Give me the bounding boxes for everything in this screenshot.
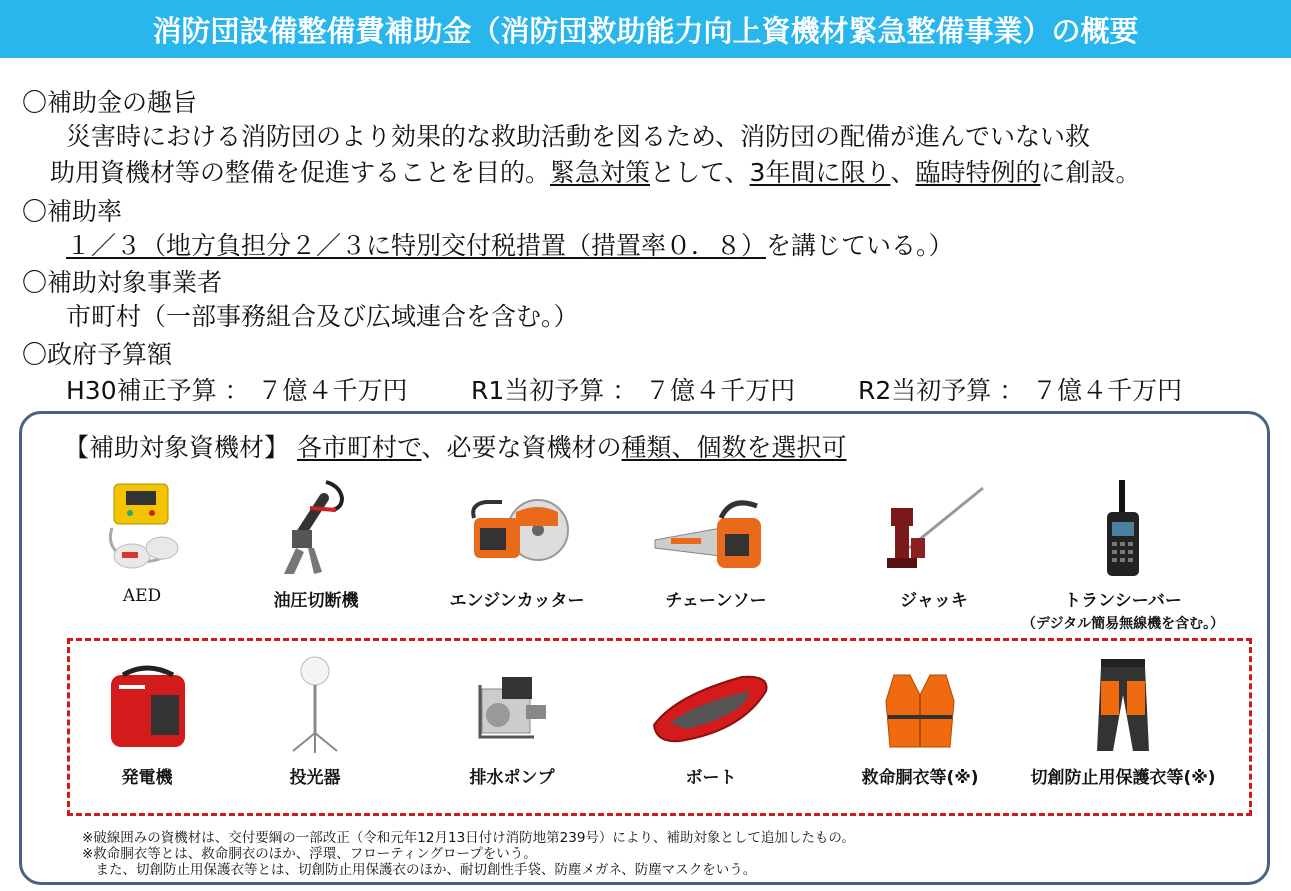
page-title: 消防団設備整備費補助金（消防団救助能力向上資機材緊急整備事業）の概要: [152, 13, 1139, 48]
rate-text: [66, 227, 954, 265]
budget-r1: R1当初予算 ： ７億４千万円: [471, 376, 796, 405]
equipment-heading-label: 【補助対象資機材】: [64, 433, 297, 462]
item-chainsaw: [631, 478, 801, 611]
item-label: 発電機: [121, 768, 173, 788]
item-label: エンジンカッター: [449, 591, 585, 611]
item-label: トランシーバー: [1064, 591, 1182, 611]
transceiver-icon: [1068, 478, 1178, 578]
item-label: チェーンソー: [665, 591, 767, 611]
temporary-special-text: 臨時特例的: [915, 158, 1041, 187]
purpose-heading: 〇補助金の趣旨: [22, 88, 198, 117]
item-boat: [626, 655, 796, 788]
purpose-line-1: 災害時における消防団のより効果的な救助活動を図るため、消防団の配備が進んでいない救: [66, 122, 1091, 151]
purpose-text: 、: [890, 158, 916, 187]
generator-icon: [92, 655, 202, 755]
item-aed: [57, 478, 227, 606]
pump-icon: [457, 655, 567, 755]
boat-icon: [646, 655, 776, 755]
item-protective-clothing: [1013, 655, 1233, 788]
rate-underlined: １／３（地方負担分２／３に特別交付税措置（措置率０．８）: [66, 231, 767, 260]
equipment-heading: [64, 428, 847, 464]
eligible-text: 市町村（一部事務組合及び広域連合を含む。）: [66, 302, 579, 331]
budget-h30: H30補正予算 ： ７億４千万円: [66, 376, 408, 405]
item-label: 切創防止用保護衣等(※): [1030, 768, 1216, 788]
aed-icon: [87, 478, 197, 578]
footnote: また、切創防止用保護衣等とは、切創防止用保護衣のほか、耐切創性手袋、防塵メガネ、防塵マスクをいう。: [82, 862, 757, 878]
item-label: 排水ポンプ: [469, 768, 555, 788]
item-label: ジャッキ: [900, 591, 968, 611]
purpose-text: に創設。: [1040, 158, 1141, 187]
purpose-text: 助用資機材等の整備を促進することを目的。: [50, 158, 551, 187]
item-pump: [427, 655, 597, 788]
item-transceiver: [1013, 478, 1233, 633]
budget-heading: 〇政府予算額: [22, 340, 173, 369]
purpose-text: として、: [650, 158, 750, 187]
item-floodlight: [230, 655, 400, 788]
title-bar: [0, 0, 1291, 58]
chainsaw-icon: [651, 478, 781, 578]
item-hydraulic-cutter: [231, 478, 401, 611]
selectable-text: 種類、個数を選択可: [621, 433, 847, 462]
footnote: ※救命胴衣等とは、救命胴衣のほか、浮環、フローティングロープをいう。: [82, 846, 537, 862]
item-label: 投光器: [289, 768, 341, 788]
rate-rest: を講じている。）: [766, 231, 954, 260]
item-label: ボート: [685, 768, 737, 788]
floodlight-icon: [260, 655, 370, 755]
jack-icon: [879, 478, 989, 578]
item-label: AED: [122, 586, 162, 606]
rate-heading: 〇補助率: [22, 197, 123, 226]
equipment-heading-mid: 、必要な資機材の: [421, 433, 622, 462]
purpose-line-2: [50, 154, 1141, 192]
item-label: 救命胴衣等(※): [861, 768, 979, 788]
engine-cutter-icon: [462, 478, 572, 578]
item-engine-cutter: [432, 478, 602, 611]
eligible-heading: 〇補助対象事業者: [22, 268, 223, 297]
footnotes: [82, 830, 855, 878]
item-label: 油圧切断機: [273, 591, 359, 611]
footnote: ※破線囲みの資機材は、交付要綱の一部改正（令和元年12月13日付け消防地第239号）により、補助対象として追加したもの。: [82, 830, 855, 846]
emergency-measure-text: 緊急対策: [550, 158, 651, 187]
budget-r2: R2当初予算 ： ７億４千万円: [858, 376, 1183, 405]
item-jack: [849, 478, 1019, 611]
each-municipality-text: 各市町村で: [296, 433, 422, 462]
protective-pants-icon: [1068, 655, 1178, 755]
life-jacket-icon: [865, 655, 975, 755]
item-sublabel: （デジタル簡易無線機を含む。）: [1021, 616, 1225, 632]
three-years-text: 3年間に限り: [749, 158, 891, 187]
hydraulic-cutter-icon: [261, 478, 371, 578]
item-life-jacket: [835, 655, 1005, 788]
item-generator: [62, 655, 232, 788]
